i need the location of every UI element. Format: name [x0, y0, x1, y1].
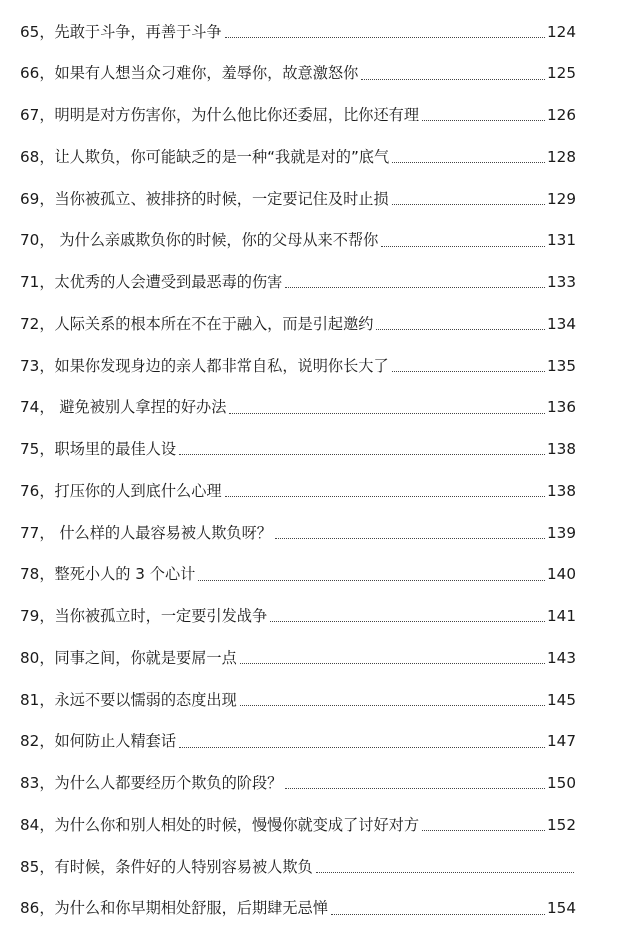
toc-entry-title: 80，同事之间，你就是要屌一点: [20, 648, 237, 667]
toc-entry-title: 75，职场里的最佳人设: [20, 440, 177, 459]
toc-entry: [20, 547, 576, 589]
toc-entry-page: 125: [547, 64, 576, 83]
toc-entry-page: 131: [547, 231, 576, 250]
toc-entry-page: 138: [547, 481, 576, 500]
toc-entry: [20, 422, 576, 464]
toc-entry-title: 68，让人欺负，你可能缺乏的是一种“我就是对的”底气: [20, 147, 390, 166]
toc-entry-page: 126: [547, 106, 576, 125]
toc-leader-dots: [361, 79, 545, 80]
toc-leader-dots: [392, 162, 545, 163]
toc-entry: [20, 88, 576, 130]
toc-entry: [20, 839, 576, 881]
toc-entry-title: 65，先敢于斗争，再善于斗争: [20, 22, 222, 41]
toc-entry: [20, 672, 576, 714]
toc-entry-title: 70， 为什么亲戚欺负你的时候，你的父母从来不帮你: [20, 231, 379, 250]
toc-leader-dots: [392, 371, 545, 372]
toc-entry-title: 76，打压你的人到底什么心理: [20, 481, 222, 500]
toc-leader-dots: [225, 496, 545, 497]
toc-leader-dots: [275, 538, 545, 539]
toc-entry-title: 73，如果你发现身边的亲人都非常自私，说明你长大了: [20, 356, 389, 375]
toc-entry-title: 82，如何防止人精套话: [20, 732, 177, 751]
toc-entry-title: 71，太优秀的人会遭受到最恶毒的伤害: [20, 273, 283, 292]
toc-leader-dots: [316, 872, 574, 873]
toc-leader-dots: [179, 747, 545, 748]
toc-entry-page: 147: [547, 732, 576, 751]
toc-leader-dots: [285, 287, 545, 288]
toc-entry: [20, 171, 576, 213]
toc-leader-dots: [376, 329, 545, 330]
toc-leader-dots: [179, 454, 545, 455]
toc-entry-title: 69，当你被孤立、被排挤的时候，一定要记住及时止损: [20, 189, 389, 208]
toc-entry: [20, 296, 576, 338]
toc-entry-title: 78，整死小人的 3 个心计: [20, 565, 196, 584]
toc-entry: [20, 589, 576, 631]
toc-entry: [20, 46, 576, 88]
toc-leader-dots: [331, 914, 545, 915]
toc-entry-title: 77， 什么样的人最容易被人欺负呀？: [20, 523, 272, 542]
toc-entry-page: 138: [547, 440, 576, 459]
toc-leader-dots: [240, 663, 545, 664]
toc-entry-title: 84，为什么你和别人相处的时候，慢慢你就变成了讨好对方: [20, 815, 420, 834]
toc-entry: [20, 463, 576, 505]
toc-entry-page: 133: [547, 273, 576, 292]
toc-entry-title: 79，当你被孤立时，一定要引发战争: [20, 607, 268, 626]
toc-entry-page: 145: [547, 690, 576, 709]
toc-entry-page: 136: [547, 398, 576, 417]
toc-entry-title: 74， 避免被别人拿捏的好办法: [20, 398, 227, 417]
toc-entry-title: 86，为什么和你早期相处舒服，后期肆无忌惮: [20, 899, 328, 918]
toc-entry: [20, 213, 576, 255]
toc-leader-dots: [422, 830, 545, 831]
toc-entry: [20, 630, 576, 672]
toc-entry-page: 141: [547, 607, 576, 626]
toc-leader-dots: [240, 705, 545, 706]
toc-entry-page: 128: [547, 147, 576, 166]
toc-leader-dots: [198, 580, 545, 581]
toc-leader-dots: [422, 120, 545, 121]
toc-entry-page: 139: [547, 523, 576, 542]
toc-leader-dots: [270, 621, 545, 622]
toc-entry-title: 85，有时候，条件好的人特别容易被人欺负: [20, 857, 313, 876]
table-of-contents: [20, 4, 576, 923]
toc-entry-page: 135: [547, 356, 576, 375]
toc-entry-page: 150: [547, 774, 576, 793]
toc-entry-page: 134: [547, 314, 576, 333]
toc-entry-page: 124: [547, 22, 576, 41]
toc-entry: [20, 714, 576, 756]
toc-entry-title: 72，人际关系的根本所在不在于融入，而是引起邀约: [20, 314, 374, 333]
toc-entry: [20, 255, 576, 297]
toc-entry: [20, 797, 576, 839]
toc-entry: [20, 881, 576, 923]
toc-entry-page: 140: [547, 565, 576, 584]
toc-leader-dots: [381, 246, 545, 247]
toc-leader-dots: [392, 204, 545, 205]
toc-entry: [20, 380, 576, 422]
toc-entry: [20, 505, 576, 547]
toc-leader-dots: [225, 37, 545, 38]
toc-leader-dots: [229, 413, 545, 414]
toc-leader-dots: [285, 788, 545, 789]
toc-entry: [20, 338, 576, 380]
toc-entry-page: 143: [547, 648, 576, 667]
toc-entry-page: 152: [547, 815, 576, 834]
toc-entry: [20, 4, 576, 46]
toc-entry-title: 66，如果有人想当众刁难你，羞辱你，故意激怒你: [20, 64, 359, 83]
toc-entry-title: 83，为什么人都要经历个欺负的阶段？: [20, 774, 283, 793]
toc-entry: [20, 129, 576, 171]
toc-entry-page: 154: [547, 899, 576, 918]
toc-entry-title: 67，明明是对方伤害你，为什么他比你还委屈，比你还有理: [20, 106, 420, 125]
toc-entry-page: 129: [547, 189, 576, 208]
toc-entry: [20, 756, 576, 798]
toc-entry-title: 81，永远不要以懦弱的态度出现: [20, 690, 237, 709]
